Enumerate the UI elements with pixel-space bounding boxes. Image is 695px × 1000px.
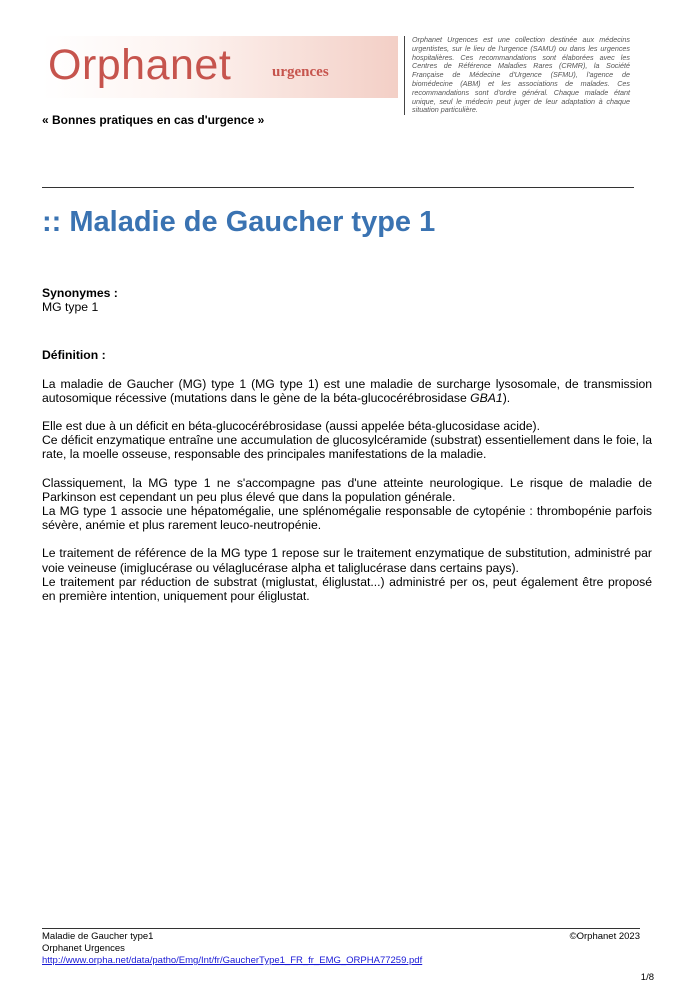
definition-paragraph-3a: Classiquement, la MG type 1 ne s'accompagne pas d'une atteinte neurologique. Le risque de maladie de Parkinson est cependant un peu plus élevé que dans la population générale.: [42, 475, 652, 504]
footer-divider: [42, 928, 640, 929]
header-divider: [42, 187, 634, 188]
synonyms-heading: Synonymes :: [42, 286, 118, 300]
page-number: 1/8: [640, 972, 654, 983]
definition-paragraph-4b: Le traitement par réduction de substrat (miglustat, éliglustat...) administré per os, peut également être proposé en première intention, uniquement pour éliglustat.: [42, 574, 652, 604]
tagline: « Bonnes pratiques en cas d'urgence »: [42, 113, 265, 127]
definition-paragraph-2b: Ce déficit enzymatique entraîne une accumulation de glucosylcéramide (substrat) essentiellement dans le foie, la rate, la moelle osseuse, responsable des principales manifestations de la maladie.: [42, 433, 652, 462]
definition-heading: Définition :: [42, 348, 106, 363]
definition-paragraph-1: [42, 377, 652, 405]
definition-paragraph-2a: Elle est due à un déficit en béta-glucocérébrosidase (aussi appelée béta-glucosidase acide).: [42, 419, 540, 434]
logo-subtitle: urgences: [272, 64, 329, 80]
definition-paragraph-4a: Le traitement de référence de la MG type 1 repose sur le traitement enzymatique de substitution, administré par voie veineuse (imiglucérase ou vélaglucérase alpha et taliglucérase dans certains pays).: [42, 546, 652, 575]
paragraph-text: ).: [502, 390, 511, 405]
collection-note: Orphanet Urgences est une collection destinée aux médecins urgentistes, sur le lieu de l'urgence (SAMU) ou dans les urgences hospitalières. Ces recommandations sont élaborées avec les Centres de Référence Maladies Rares (CRMR), la Société Française de Médecine d'Urgence (SFMU), l'agence de biomédecine (ABM) et les associations de malades. Ces recommandations sont d'ordre général. Chaque malade étant unique, seul le médecin peut juger de leur adaptation à chaque situation particulière.: [404, 36, 630, 115]
synonyms-value: MG type 1: [42, 300, 99, 315]
logo-wordmark: Orphanet: [48, 41, 232, 89]
gene-name: GBA1: [470, 390, 503, 405]
page-footer: [42, 931, 640, 967]
footer-doc-title: Maladie de Gaucher type1: [42, 931, 154, 942]
footer-pdf-link[interactable]: http://www.orpha.net/data/patho/Emg/Int/fr/GaucherType1_FR_fr_EMG_ORPHA77259.pdf: [42, 955, 423, 966]
page-title: :: Maladie de Gaucher type 1: [42, 206, 436, 238]
orphanet-urgences-logo: [42, 36, 398, 98]
document-body: [42, 286, 652, 603]
definition-paragraph-3b: La MG type 1 associe une hépatomégalie, une splénomégalie responsable de cytopénie : thrombopénie parfois sévère, anémie et plus rarement leuco-neutropénie.: [42, 504, 652, 533]
footer-copyright: ©Orphanet 2023: [569, 931, 640, 942]
footer-collection: Orphanet Urgences: [42, 943, 125, 954]
paragraph-text: La maladie de Gaucher (MG) type 1 (MG type 1) est une maladie de surcharge lysosomale, de transmission autosomique récessive (mutations dans le gène de la béta-glucocérébrosidase: [42, 376, 652, 405]
